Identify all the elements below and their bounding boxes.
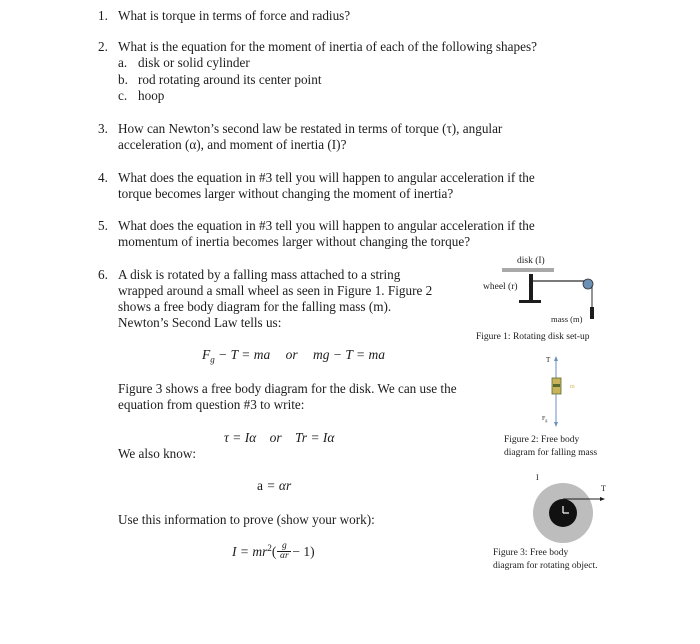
question-1-text: What is torque in terms of force and radius? (118, 8, 351, 23)
question-6-line-4: Newton’s Second Law tells us: (118, 315, 282, 330)
figure-2-weight-label: $F_g$ (542, 416, 548, 423)
question-3-number: 3. (98, 121, 108, 136)
eq2-or: or (269, 430, 282, 445)
figure-2-diagram (500, 348, 620, 464)
question-2b-text: rod rotating around its center point (138, 72, 322, 87)
eq4-numerator: g (281, 541, 287, 551)
figure-1-mass-label: mass (m) (551, 314, 583, 324)
eq1-force-subscript: g (210, 354, 215, 365)
figure-2-mass-label: m (570, 384, 575, 390)
hanging-mass-shape (590, 307, 594, 319)
figure-2-caption-line-2: diagram for falling mass (504, 448, 598, 458)
question-1-number: 1. (98, 8, 108, 23)
figure-3-diagram (490, 470, 620, 576)
figure-1-diagram (470, 250, 620, 350)
axle-shape (529, 274, 533, 302)
question-4-line-2: torque becomes larger without changing the moment of inertia? (118, 186, 454, 201)
figure-1-disk-label: disk (I) (517, 256, 545, 266)
question-2-text: What is the equation for the moment of inertia of each of the following shapes? (118, 39, 537, 54)
question-5-number: 5. (98, 218, 108, 233)
tension-line-arrowhead (600, 497, 605, 501)
figure-3-caption-line-1: Figure 3: Free body (493, 548, 569, 558)
question-5-line-2: momentum of inertia becomes larger without changing the torque? (118, 234, 471, 249)
question-2a-label: a. (118, 55, 128, 70)
eq1-right: mg − T = ma (313, 347, 385, 362)
question-6-number: 6. (98, 267, 108, 282)
equation-inertia-proof (232, 542, 315, 561)
figure-1-caption: Figure 1: Rotating disk set-up (476, 332, 590, 342)
eq4-denominator: αr (280, 551, 289, 561)
question-4-number: 4. (98, 170, 108, 185)
wheel-base-shape (519, 300, 541, 303)
equation-newton-mass (202, 347, 385, 365)
question-3-line-2: acceleration (α), and moment of inertia (I)? (118, 137, 347, 152)
question-6-line-3: shows a free body diagram for the falling mass (m). (118, 299, 392, 314)
eq1-or: or (285, 347, 298, 362)
figure-3-top-label: I (536, 473, 539, 482)
question-3-line-1: How can Newton’s second law be restated in terms of torque (τ), angular (118, 121, 503, 136)
weight-arrowhead (554, 422, 558, 427)
eq2-left: τ = Iα (224, 430, 257, 445)
question-2c-text: hoop (138, 88, 165, 103)
eq1-rest: − T = ma (214, 347, 271, 362)
disk-shape (502, 268, 554, 272)
eq3-a: a (257, 478, 263, 493)
tension-arrowhead (554, 356, 558, 361)
eq3-rest: = αr (263, 478, 292, 493)
question-4-line-1: What does the equation in #3 tell you will happen to angular acceleration if the (118, 170, 535, 185)
figure-3-tension-label: T (601, 484, 606, 493)
eq4-close: − 1) (292, 543, 315, 559)
figure-1-wheel-label: wheel (r) (483, 282, 518, 292)
question-2c-label: c. (118, 88, 128, 103)
eq1-force: F (202, 347, 211, 362)
figure-3-paragraph-line-1: Figure 3 shows a free body diagram for the disk. We can use the (118, 381, 457, 396)
eq4-prefix: I = mr (232, 543, 268, 559)
equation-acceleration (257, 478, 291, 494)
eq2-right: Tr = Iα (295, 430, 335, 445)
eq4-open: ( (271, 543, 277, 559)
question-6-line-1: A disk is rotated by a falling mass attached to a string (118, 267, 401, 282)
figure-2-tension-label: T (546, 356, 551, 364)
figure-2-caption-line-1: Figure 2: Free body (504, 435, 580, 445)
question-6-line-2: wrapped around a small wheel as seen in Figure 1. Figure 2 (118, 283, 433, 298)
question-2b-label: b. (118, 72, 128, 87)
question-5-line-1: What does the equation in #3 tell you will happen to angular acceleration if the (118, 218, 535, 233)
question-2a-text: disk or solid cylinder (138, 55, 250, 70)
eq4-fraction (277, 542, 291, 561)
question-2-number: 2. (98, 39, 108, 54)
eq4-exponent: 2 (267, 542, 272, 553)
figure-3-caption-line-2: diagram for rotating object. (493, 561, 598, 571)
equation-torque (224, 430, 335, 446)
also-know-text: We also know: (118, 446, 197, 461)
falling-mass-band (553, 384, 560, 387)
prove-text: Use this information to prove (show your work): (118, 512, 375, 527)
figure-3-paragraph-line-2: equation from question #3 to write: (118, 397, 305, 412)
